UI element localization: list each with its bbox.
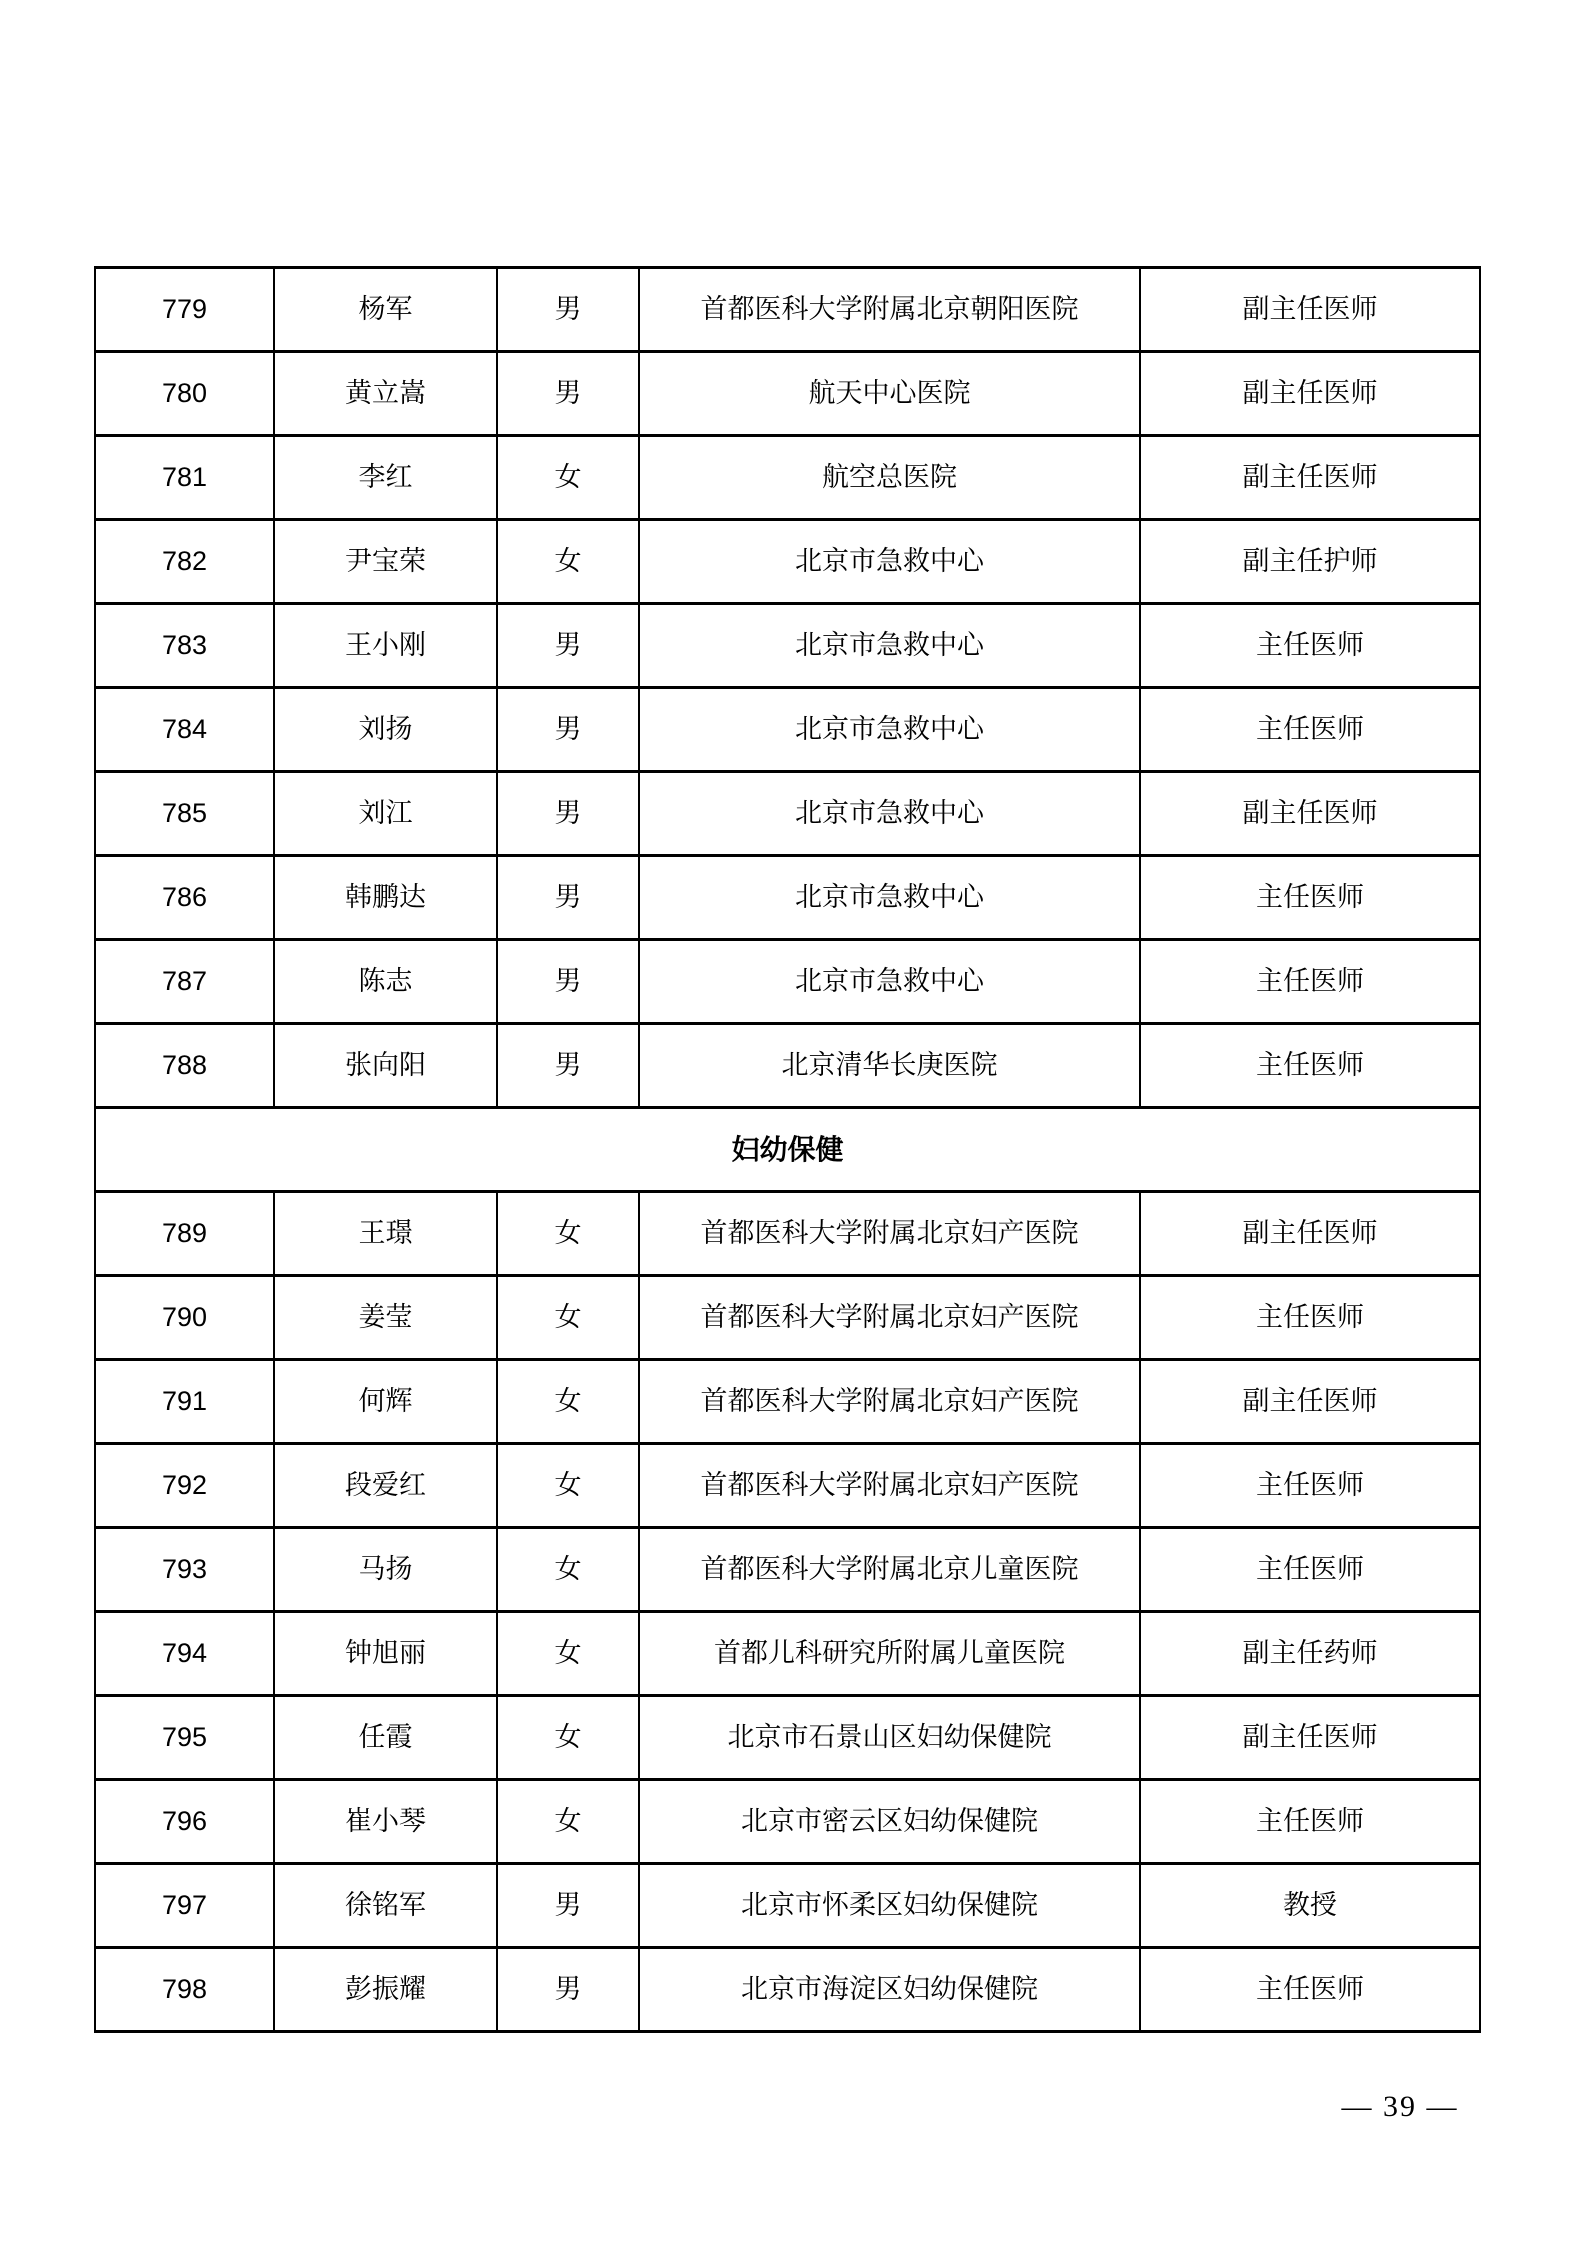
cell-name: 黄立嵩 bbox=[274, 352, 497, 436]
table-row bbox=[95, 520, 1480, 604]
cell-gender: 女 bbox=[497, 1276, 639, 1360]
table-row bbox=[95, 1864, 1480, 1948]
table-row bbox=[95, 1192, 1480, 1276]
table-row bbox=[95, 1780, 1480, 1864]
cell-name: 任霞 bbox=[274, 1696, 497, 1780]
table-row bbox=[95, 688, 1480, 772]
table-row bbox=[95, 1948, 1480, 2032]
cell-hospital: 北京市急救中心 bbox=[639, 688, 1140, 772]
cell-hospital: 北京市急救中心 bbox=[639, 520, 1140, 604]
cell-name: 王璟 bbox=[274, 1192, 497, 1276]
cell-hospital: 北京市急救中心 bbox=[639, 772, 1140, 856]
cell-no: 782 bbox=[95, 520, 274, 604]
cell-name: 杨军 bbox=[274, 268, 497, 352]
cell-title: 主任医师 bbox=[1140, 1528, 1480, 1612]
cell-name: 钟旭丽 bbox=[274, 1612, 497, 1696]
cell-title: 教授 bbox=[1140, 1864, 1480, 1948]
table-row bbox=[95, 1444, 1480, 1528]
table-row bbox=[95, 1276, 1480, 1360]
cell-gender: 男 bbox=[497, 1024, 639, 1108]
cell-title: 副主任医师 bbox=[1140, 268, 1480, 352]
cell-gender: 男 bbox=[497, 688, 639, 772]
cell-gender: 男 bbox=[497, 604, 639, 688]
cell-gender: 男 bbox=[497, 772, 639, 856]
cell-title: 副主任医师 bbox=[1140, 1360, 1480, 1444]
cell-title: 主任医师 bbox=[1140, 604, 1480, 688]
cell-name: 尹宝荣 bbox=[274, 520, 497, 604]
table-row bbox=[95, 1696, 1480, 1780]
table-row bbox=[95, 1612, 1480, 1696]
cell-name: 姜莹 bbox=[274, 1276, 497, 1360]
cell-gender: 男 bbox=[497, 268, 639, 352]
cell-gender: 女 bbox=[497, 1696, 639, 1780]
page-number: — 39 — bbox=[1341, 2090, 1459, 2123]
cell-no: 795 bbox=[95, 1696, 274, 1780]
cell-gender: 女 bbox=[497, 436, 639, 520]
table-row bbox=[95, 856, 1480, 940]
table-row bbox=[95, 1360, 1480, 1444]
cell-name: 段爱红 bbox=[274, 1444, 497, 1528]
cell-title: 主任医师 bbox=[1140, 1780, 1480, 1864]
cell-gender: 男 bbox=[497, 856, 639, 940]
cell-title: 主任医师 bbox=[1140, 1948, 1480, 2032]
cell-name: 张向阳 bbox=[274, 1024, 497, 1108]
cell-name: 刘江 bbox=[274, 772, 497, 856]
cell-no: 790 bbox=[95, 1276, 274, 1360]
cell-name: 韩鹏达 bbox=[274, 856, 497, 940]
cell-no: 785 bbox=[95, 772, 274, 856]
table-row bbox=[95, 352, 1480, 436]
cell-no: 779 bbox=[95, 268, 274, 352]
cell-name: 何辉 bbox=[274, 1360, 497, 1444]
cell-hospital: 北京市怀柔区妇幼保健院 bbox=[639, 1864, 1140, 1948]
table-row bbox=[95, 436, 1480, 520]
cell-gender: 女 bbox=[497, 1528, 639, 1612]
cell-title: 副主任医师 bbox=[1140, 352, 1480, 436]
cell-name: 李红 bbox=[274, 436, 497, 520]
cell-hospital: 首都医科大学附属北京儿童医院 bbox=[639, 1528, 1140, 1612]
cell-title: 副主任医师 bbox=[1140, 1696, 1480, 1780]
cell-title: 副主任医师 bbox=[1140, 1192, 1480, 1276]
cell-no: 798 bbox=[95, 1948, 274, 2032]
table-row bbox=[95, 772, 1480, 856]
cell-title: 主任医师 bbox=[1140, 1024, 1480, 1108]
cell-name: 陈志 bbox=[274, 940, 497, 1024]
cell-no: 781 bbox=[95, 436, 274, 520]
cell-name: 刘扬 bbox=[274, 688, 497, 772]
cell-title: 主任医师 bbox=[1140, 856, 1480, 940]
personnel-table bbox=[94, 266, 1481, 2033]
cell-no: 780 bbox=[95, 352, 274, 436]
cell-title: 主任医师 bbox=[1140, 1444, 1480, 1528]
cell-hospital: 航天中心医院 bbox=[639, 352, 1140, 436]
cell-hospital: 北京清华长庚医院 bbox=[639, 1024, 1140, 1108]
cell-hospital: 北京市急救中心 bbox=[639, 940, 1140, 1024]
cell-gender: 男 bbox=[497, 1948, 639, 2032]
cell-name: 彭振耀 bbox=[274, 1948, 497, 2032]
cell-hospital: 北京市密云区妇幼保健院 bbox=[639, 1780, 1140, 1864]
cell-no: 787 bbox=[95, 940, 274, 1024]
table-row bbox=[95, 268, 1480, 352]
cell-hospital: 北京市急救中心 bbox=[639, 604, 1140, 688]
cell-name: 徐铭军 bbox=[274, 1864, 497, 1948]
cell-no: 794 bbox=[95, 1612, 274, 1696]
cell-gender: 女 bbox=[497, 1612, 639, 1696]
cell-no: 797 bbox=[95, 1864, 274, 1948]
cell-hospital: 航空总医院 bbox=[639, 436, 1140, 520]
cell-name: 崔小琴 bbox=[274, 1780, 497, 1864]
roster-table-body bbox=[95, 268, 1480, 2032]
cell-no: 786 bbox=[95, 856, 274, 940]
cell-name: 王小刚 bbox=[274, 604, 497, 688]
table-row bbox=[95, 940, 1480, 1024]
cell-no: 788 bbox=[95, 1024, 274, 1108]
cell-no: 793 bbox=[95, 1528, 274, 1612]
cell-title: 副主任医师 bbox=[1140, 436, 1480, 520]
cell-gender: 女 bbox=[497, 1780, 639, 1864]
cell-hospital: 首都医科大学附属北京妇产医院 bbox=[639, 1276, 1140, 1360]
cell-name: 马扬 bbox=[274, 1528, 497, 1612]
cell-hospital: 首都医科大学附属北京妇产医院 bbox=[639, 1192, 1140, 1276]
cell-hospital: 北京市石景山区妇幼保健院 bbox=[639, 1696, 1140, 1780]
cell-title: 副主任药师 bbox=[1140, 1612, 1480, 1696]
cell-title: 主任医师 bbox=[1140, 940, 1480, 1024]
cell-gender: 男 bbox=[497, 352, 639, 436]
cell-no: 791 bbox=[95, 1360, 274, 1444]
cell-hospital: 首都医科大学附属北京妇产医院 bbox=[639, 1444, 1140, 1528]
cell-hospital: 首都儿科研究所附属儿童医院 bbox=[639, 1612, 1140, 1696]
cell-gender: 男 bbox=[497, 1864, 639, 1948]
cell-hospital: 北京市急救中心 bbox=[639, 856, 1140, 940]
cell-no: 792 bbox=[95, 1444, 274, 1528]
cell-no: 789 bbox=[95, 1192, 274, 1276]
cell-title: 副主任医师 bbox=[1140, 772, 1480, 856]
cell-title: 主任医师 bbox=[1140, 688, 1480, 772]
cell-hospital: 首都医科大学附属北京妇产医院 bbox=[639, 1360, 1140, 1444]
cell-title: 副主任护师 bbox=[1140, 520, 1480, 604]
section-label: 妇幼保健 bbox=[95, 1108, 1480, 1192]
cell-gender: 女 bbox=[497, 1192, 639, 1276]
cell-gender: 男 bbox=[497, 940, 639, 1024]
cell-gender: 女 bbox=[497, 1360, 639, 1444]
cell-gender: 女 bbox=[497, 1444, 639, 1528]
cell-hospital: 首都医科大学附属北京朝阳医院 bbox=[639, 268, 1140, 352]
table-row bbox=[95, 1528, 1480, 1612]
cell-no: 783 bbox=[95, 604, 274, 688]
table-row bbox=[95, 604, 1480, 688]
cell-gender: 女 bbox=[497, 520, 639, 604]
cell-hospital: 北京市海淀区妇幼保健院 bbox=[639, 1948, 1140, 2032]
cell-no: 784 bbox=[95, 688, 274, 772]
cell-title: 主任医师 bbox=[1140, 1276, 1480, 1360]
section-header-row bbox=[95, 1108, 1480, 1192]
table-row bbox=[95, 1024, 1480, 1108]
cell-no: 796 bbox=[95, 1780, 274, 1864]
